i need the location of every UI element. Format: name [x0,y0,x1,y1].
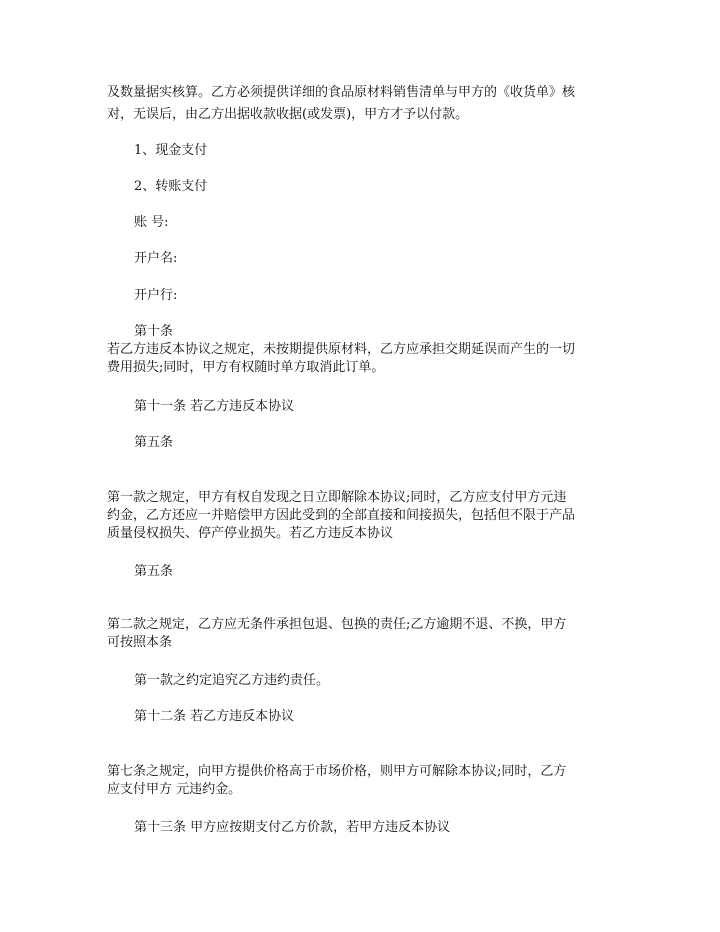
paragraph-line: 约金，乙方还应一并赔偿甲方因此受到的全部直接和间接损失，包括但不限于产品 [107,508,576,523]
article-heading: 第五条 [134,435,174,450]
paragraph-line: 第一款之规定，甲方有权自发现之日立即解除本协议;同时，乙方应支付甲方元违 [107,490,567,505]
paragraph-line: 质量侵权损失、停产停业损失。若乙方违反本协议 [107,526,394,541]
article-heading: 第十条 [134,324,174,339]
article-heading: 第十一条 若乙方违反本协议 [134,399,295,414]
payment-option-transfer: 2、转账支付 [134,179,208,194]
paragraph-line: 第二款之规定，乙方应无条件承担包退、包换的责任;乙方逾期不退、不换，甲方 [107,617,567,632]
payment-option-cash: 1、现金支付 [134,143,208,158]
paragraph-line: 对，无误后，由乙方出据收款收据(或发票)，甲方才予以付款。 [107,107,469,122]
account-name-label: 开户名: [134,251,178,266]
bank-name-label: 开户行: [134,288,178,303]
paragraph-line: 第一款之约定追究乙方违约责任。 [134,673,330,688]
paragraph-line: 若乙方违反本协议之规定，未按期提供原材料，乙方应承担交期延误而产生的一切 [107,342,576,357]
paragraph-line: 费用损失;同时，甲方有权随时单方取消此订单。 [107,360,385,375]
paragraph-line: 可按照本条 [107,635,173,650]
paragraph-line: 应支付甲方 元违约金。 [107,782,242,797]
account-number-label: 账 号: [134,215,169,230]
article-heading: 第五条 [134,564,174,579]
article-heading: 第十二条 若乙方违反本协议 [134,709,295,724]
paragraph-line: 第七条之规定，向甲方提供价格高于市场价格，则甲方可解除本协议;同时，乙方 [107,764,567,779]
paragraph-line: 及数量据实核算。乙方必须提供详细的食品原材料销售清单与甲方的《收货单》核 [107,85,576,100]
article-heading: 第十三条 甲方应按期支付乙方价款，若甲方违反本协议 [134,820,451,835]
